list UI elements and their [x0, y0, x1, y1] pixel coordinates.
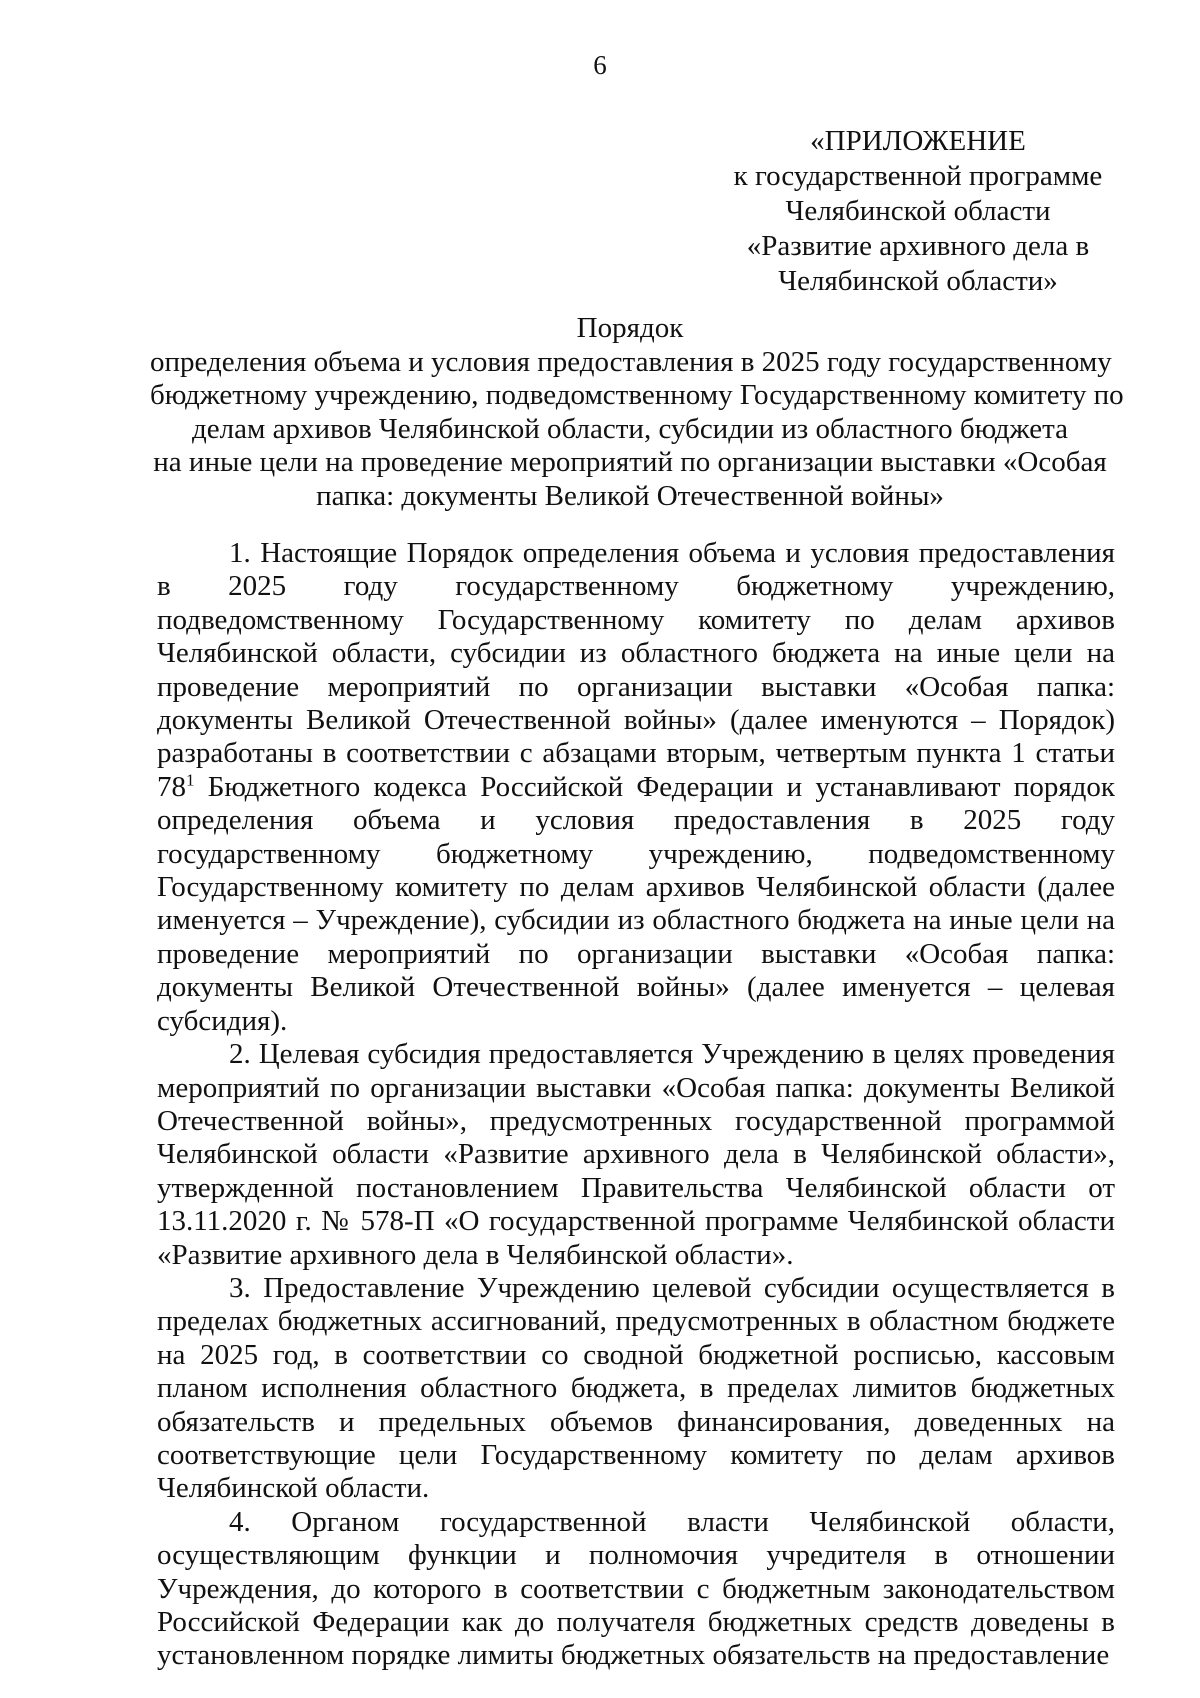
appendix-header [708, 124, 1128, 299]
page-number: 6 [593, 50, 607, 80]
paragraph-1-text-start: 1. Настоящие Порядок определения объема и условия предоставления в 2025 году государственному бюджетному учреждению, подведомственному Государственному комитету по делам архивов Челябинской области, субсидии из областного бюджета на иные цели на проведение мероприятий по организации выставки «Особая папка: документы Великой Отечественной войны» (далее именуются – Порядок) разработаны в соответствии с абзацами вторым, четвертым пункта 1 статьи 78 [157, 537, 1115, 803]
appendix-line: к государственной программе [733, 160, 1103, 192]
appendix-line: «Развитие архивного дела в [746, 230, 1090, 262]
paragraph-1 [157, 537, 1115, 1038]
paragraph-2: 2. Целевая субсидия предоставляется Учреждению в целях проведения мероприятий по организации выставки «Особая папка: документы Великой Отечественной войны», предусмотренных государственной программой Челябинской области «Развитие архивного дела в Челябинской области», утвержденной постановлением Правительства Челябинской области от 13.11.2020 г. № 578-П «О государственной программе Челябинской области «Развитие архивного дела в Челябинской области». [157, 1038, 1115, 1271]
appendix-line: Челябинской области [785, 195, 1051, 227]
document-title [150, 312, 1124, 513]
appendix-line: «ПРИЛОЖЕНИЕ [810, 125, 1026, 157]
document-body [157, 537, 1115, 1673]
title-line: бюджетному учреждению, подведомственному Государственному комитету по [150, 379, 1124, 411]
title-line: определения объема и условия предоставления в 2025 году государственному [150, 345, 1112, 378]
paragraph-1-text-end: Бюджетного кодекса Российской Федерации и устанавливают порядок определения объема и условия предоставления в 2025 году государственному бюджетному учреждению, подведомственному Государственному комитету по делам архивов Челябинской области (далее именуется – Учреждение), субсидии из областного бюджета на иные цели на проведение мероприятий по организации выставки «Особая папка: документы Великой Отечественной войны» (далее именуется – целевая субсидия). [157, 770, 1115, 1037]
title-line: на иные цели на проведение мероприятий по организации выставки «Особая [153, 446, 1107, 478]
paragraph-3: 3. Предоставление Учреждению целевой субсидии осуществляется в пределах бюджетных ассигнований, предусмотренных в областном бюджете на 2025 год, в соответствии со сводной бюджетной росписью, кассовым планом исполнения областного бюджета, в пределах лимитов бюджетных обязательств и предельных объемов финансирования, доведенных на соответствующие цели Государственному комитету по делам архивов Челябинской области. [157, 1271, 1115, 1505]
paragraph-4: 4. Органом государственной власти Челябинской области, осуществляющим функции и полномочия учредителя в отношении Учреждения, до которого в соответствии с бюджетным законодательством Российской Федерации как до получателя бюджетных средств доведены в установленном порядке лимиты бюджетных обязательств на предоставление [157, 1505, 1115, 1672]
title-heading: Порядок [576, 312, 684, 344]
title-line: делам архивов Челябинской области, субсидии из областного бюджета [192, 412, 1068, 445]
appendix-line: Челябинской области» [778, 265, 1058, 297]
article-superscript: 1 [186, 770, 195, 790]
title-line: папка: документы Великой Отечественной войны» [316, 479, 944, 512]
